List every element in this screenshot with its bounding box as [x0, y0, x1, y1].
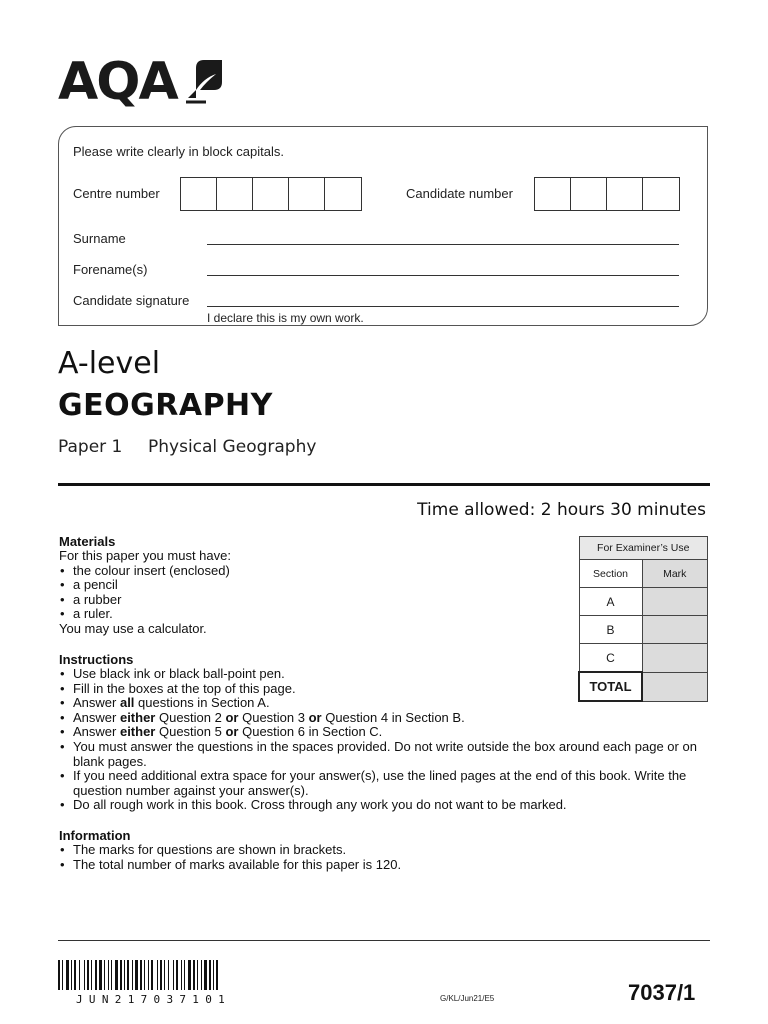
barcode-stripe [127, 960, 129, 990]
information-item: • The marks for questions are shown in brackets. [59, 843, 719, 858]
centre-number-label: Centre number [73, 186, 160, 201]
paper-code: 7037/1 [628, 980, 696, 1005]
instruction-item: • You must answer the questions in the spaces provided. Do not write outside the box around each page or on blank pages. [59, 740, 713, 769]
subject-title: GEOGRAPHY [58, 388, 273, 423]
centre-digit-box[interactable] [217, 178, 253, 210]
barcode [58, 960, 304, 992]
barcode-stripe [124, 960, 125, 990]
barcode-stripe [120, 960, 122, 990]
footer-divider [58, 940, 710, 941]
candidate-digit-box[interactable] [571, 178, 607, 210]
barcode-stripe [213, 960, 214, 990]
barcode-stripe [176, 960, 178, 990]
time-allowed: Time allowed: 2 hours 30 minutes [417, 500, 706, 520]
barcode-stripe [71, 960, 72, 990]
barcode-stripe [197, 960, 198, 990]
centre-digit-box[interactable] [325, 178, 361, 210]
barcode-stripe [188, 960, 191, 990]
barcode-stripe [66, 960, 69, 990]
barcode-stripe [87, 960, 89, 990]
barcode-stripe [173, 960, 174, 990]
instruction-item: • Answer either Question 5 or Question 6 in Section C. [59, 725, 719, 740]
barcode-stripe [140, 960, 142, 990]
barcode-stripe [164, 960, 165, 990]
barcode-stripe [132, 960, 133, 990]
forename-line[interactable] [207, 275, 679, 276]
candidate-number-boxes[interactable] [534, 177, 680, 211]
barcode-stripe [151, 960, 153, 990]
logo-text: AQA [58, 52, 177, 112]
centre-digit-box[interactable] [253, 178, 289, 210]
barcode-stripe [95, 960, 97, 990]
centre-digit-box[interactable] [289, 178, 325, 210]
materials-item: • a ruler. [59, 607, 559, 622]
materials-item: • the colour insert (enclosed) [59, 564, 559, 579]
signature-line[interactable] [207, 306, 679, 307]
materials-intro: For this paper you must have: [59, 548, 231, 563]
materials-outro: You may use a calculator. [59, 620, 207, 636]
barcode-stripe [157, 960, 158, 990]
paper-number: Paper 1 [58, 437, 123, 457]
surname-line[interactable] [207, 244, 679, 245]
barcode-stripe [79, 960, 80, 990]
block-capitals-instruction: Please write clearly in block capitals. [73, 144, 284, 159]
section-cell: A [579, 588, 642, 616]
mark-cell [642, 644, 708, 673]
candidate-details-box [58, 126, 708, 326]
barcode-stripe [91, 960, 92, 990]
instruction-item: • Do all rough work in this book. Cross through any work you do not want to be marked. [59, 798, 719, 813]
barcode-stripe [168, 960, 169, 990]
section-cell: B [579, 616, 642, 644]
section-column-header: Section [579, 560, 642, 588]
candidate-digit-box[interactable] [535, 178, 571, 210]
surname-label: Surname [73, 231, 126, 246]
instruction-item: • If you need additional extra space for your answer(s), use the lined pages at the end of this book. Write the question number against your answer(s). [59, 769, 713, 798]
document-reference: G/KL/Jun21/E5 [440, 994, 495, 1003]
barcode-stripe [58, 960, 60, 990]
candidate-number-label: Candidate number [406, 186, 513, 201]
candidate-digit-box[interactable] [607, 178, 643, 210]
materials-heading: Materials [59, 534, 116, 549]
materials-item: • a rubber [59, 593, 559, 608]
leaf-icon [186, 56, 226, 106]
barcode-stripe [209, 960, 211, 990]
materials-section [59, 534, 559, 637]
barcode-stripe [144, 960, 145, 990]
declaration-text: I declare this is my own work. [207, 311, 364, 325]
instructions-heading: Instructions [59, 652, 134, 667]
examiner-use-table [578, 536, 708, 702]
barcode-stripe [84, 960, 85, 990]
information-section [59, 828, 719, 872]
instruction-item: • Use black ink or black ball-point pen. [59, 667, 719, 682]
barcode-stripe [204, 960, 207, 990]
barcode-stripe [148, 960, 149, 990]
barcode-stripe [135, 960, 138, 990]
barcode-stripe [115, 960, 118, 990]
signature-label: Candidate signature [73, 293, 190, 308]
paper-name: Physical Geography [148, 437, 317, 457]
instruction-item: • Answer all questions in Section A. [59, 696, 719, 711]
barcode-stripe [201, 960, 202, 990]
barcode-number: JUN217037101 [76, 993, 232, 1006]
section-cell: C [579, 644, 642, 673]
total-label: TOTAL [579, 672, 642, 701]
centre-number-boxes[interactable] [180, 177, 362, 211]
candidate-digit-box[interactable] [643, 178, 679, 210]
barcode-stripe [74, 960, 76, 990]
barcode-stripe [108, 960, 109, 990]
mark-cell [642, 588, 708, 616]
information-heading: Information [59, 828, 131, 843]
forename-label: Forename(s) [73, 262, 148, 277]
barcode-stripe [99, 960, 102, 990]
instruction-item: • Answer either Question 2 or Question 3 or Question 4 in Section B. [59, 711, 719, 726]
barcode-stripe [62, 960, 63, 990]
qualification-level: A-level [58, 346, 161, 381]
mark-column-header: Mark [642, 560, 708, 588]
barcode-stripe [160, 960, 162, 990]
heading-divider [58, 483, 710, 486]
barcode-stripe [216, 960, 218, 990]
examiner-header: For Examiner’s Use [579, 537, 708, 560]
barcode-stripe [181, 960, 182, 990]
mark-cell [642, 616, 708, 644]
instruction-item: • Fill in the boxes at the top of this page. [59, 682, 719, 697]
total-mark-cell [642, 672, 708, 701]
barcode-stripe [111, 960, 112, 990]
barcode-stripe [184, 960, 185, 990]
aqa-logo [58, 54, 228, 110]
information-item: • The total number of marks available for this paper is 120. [59, 858, 719, 873]
barcode-stripe [193, 960, 195, 990]
materials-item: • a pencil [59, 578, 559, 593]
centre-digit-box[interactable] [181, 178, 217, 210]
barcode-stripe [104, 960, 105, 990]
